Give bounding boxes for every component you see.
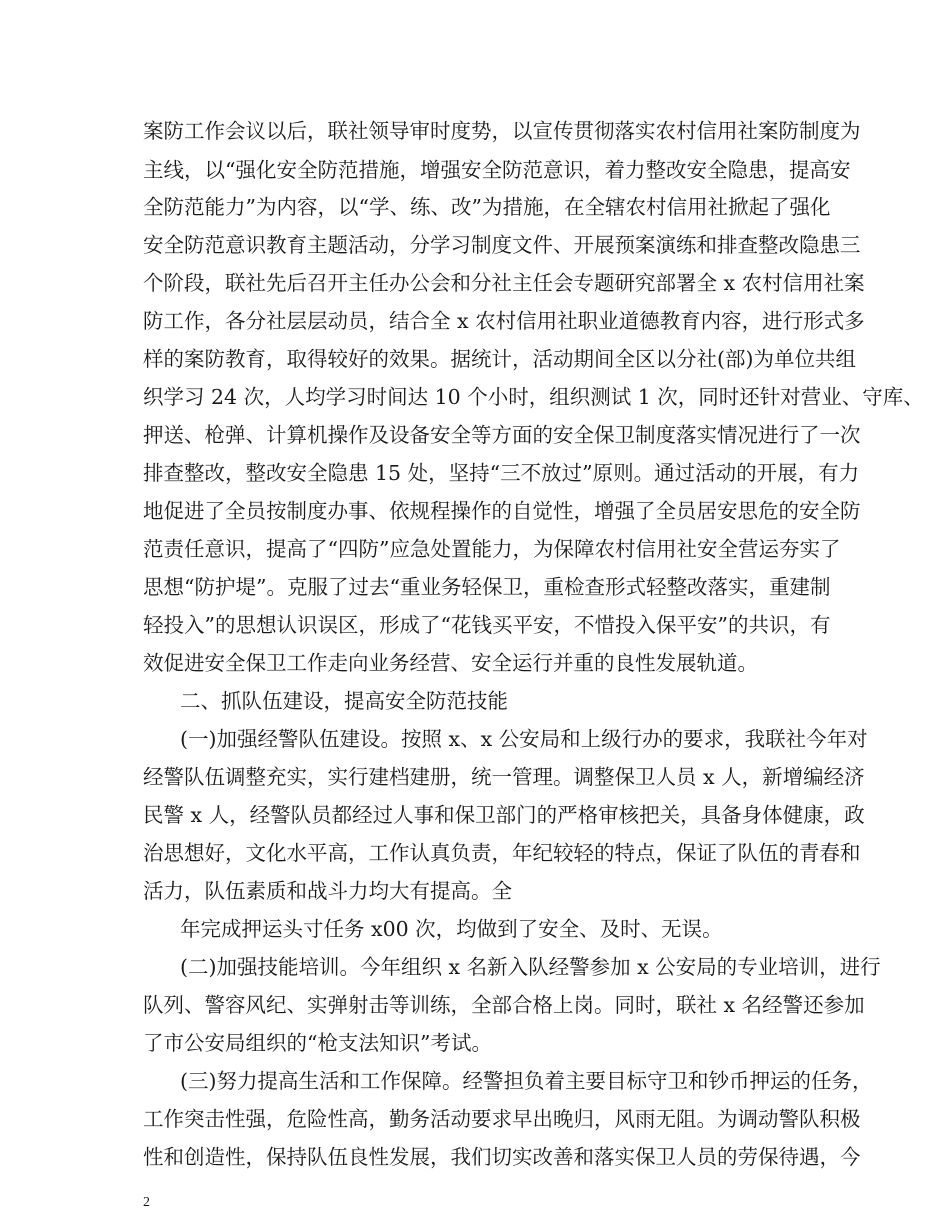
text-line: 了市公安局组织的“枪支法知识”考试。 bbox=[143, 1031, 492, 1055]
text-line: 工作突击性强，危险性高，勤务活动要求早出晚归，风雨无阻。为调动警队积极 bbox=[143, 1107, 861, 1131]
text-line: 织学习 24 次，人均学习时间达 10 个小时，组织测试 1 次，同时还针对营业、守库、 bbox=[143, 385, 924, 409]
text-line: 民警 x 人，经警队员都经过人事和保卫部门的严格审核把关，具备身体健康，政 bbox=[143, 803, 865, 827]
text-line: 年完成押运头寸任务 x00 次，均做到了安全、及时、无误。 bbox=[180, 917, 723, 941]
text-line: 押送、枪弹、计算机操作及设备安全等方面的安全保卫制度落实情况进行了一次 bbox=[143, 423, 861, 447]
text-line: (二)加强技能培训。今年组织 x 名新入队经警参加 x 公安局的专业培训，进行 bbox=[180, 955, 881, 979]
text-line: 思想“防护堤”。克服了过去“重业务轻保卫，重检查形式轻整改落实，重建制 bbox=[143, 575, 831, 599]
text-line: 全防范能力”为内容，以“学、练、改”为措施，在全辖农村信用社掀起了强化 bbox=[143, 195, 831, 219]
page-number: 2 bbox=[143, 1195, 150, 1210]
text-line: 效促进安全保卫工作走向业务经营、安全运行并重的良性发展轨道。 bbox=[143, 651, 758, 675]
text-line: 治思想好，文化水平高，工作认真负责，年纪较轻的特点，保证了队伍的青春和 bbox=[143, 841, 861, 865]
text-line: 经警队伍调整充实，实行建档建册，统一管理。调整保卫人员 x 人，新增编经济 bbox=[143, 765, 865, 789]
text-line: (三)努力提高生活和工作保障。经警担负着主要目标守卫和钞币押运的任务， bbox=[180, 1069, 873, 1093]
text-line: 主线，以“强化安全防范措施，增强安全防范意识，着力整改安全隐患，提高安 bbox=[143, 158, 851, 182]
section-heading: 二、抓队伍建设，提高安全防范技能 bbox=[180, 689, 508, 713]
text-line: 轻投入”的思想认识误区，形成了“花钱买平安，不惜投入保平安”的共识，有 bbox=[143, 613, 831, 637]
text-line: 队列、警容风纪、实弹射击等训练，全部合格上岗。同时，联社 x 名经警还参加 bbox=[143, 993, 865, 1017]
text-line: 性和创造性，保持队伍良性发展，我们切实改善和落实保卫人员的劳保待遇，今 bbox=[143, 1145, 861, 1169]
text-line: 地促进了全员按制度办事、依规程操作的自觉性，增强了全员居安思危的安全防 bbox=[143, 499, 861, 523]
text-line: 排查整改，整改安全隐患 15 处，坚持“三不放过”原则。通过活动的开展，有力 bbox=[143, 461, 860, 485]
text-line: 安全防范意识教育主题活动，分学习制度文件、开展预案演练和排查整改隐患三 bbox=[143, 233, 861, 257]
text-line: 案防工作会议以后，联社领导审时度势，以宣传贯彻落实农村信用社案防制度为 bbox=[143, 119, 861, 143]
text-line: 样的案防教育，取得较好的效果。据统计，活动期间全区以分社(部)为单位共组 bbox=[143, 347, 856, 371]
text-line: 防工作，各分社层层动员，结合全 x 农村信用社职业道德教育内容，进行形式多 bbox=[143, 309, 865, 333]
text-line: 个阶段，联社先后召开主任办公会和分社主任会专题研究部署全 x 农村信用社案 bbox=[143, 271, 865, 295]
text-line: (一)加强经警队伍建设。按照 x、x 公安局和上级行办的要求，我联社今年对 bbox=[180, 727, 868, 751]
text-line: 活力，队伍素质和战斗力均大有提高。全 bbox=[143, 879, 512, 903]
text-line: 范责任意识，提高了“四防”应急处置能力，为保障农村信用社安全营运夯实了 bbox=[143, 537, 841, 561]
